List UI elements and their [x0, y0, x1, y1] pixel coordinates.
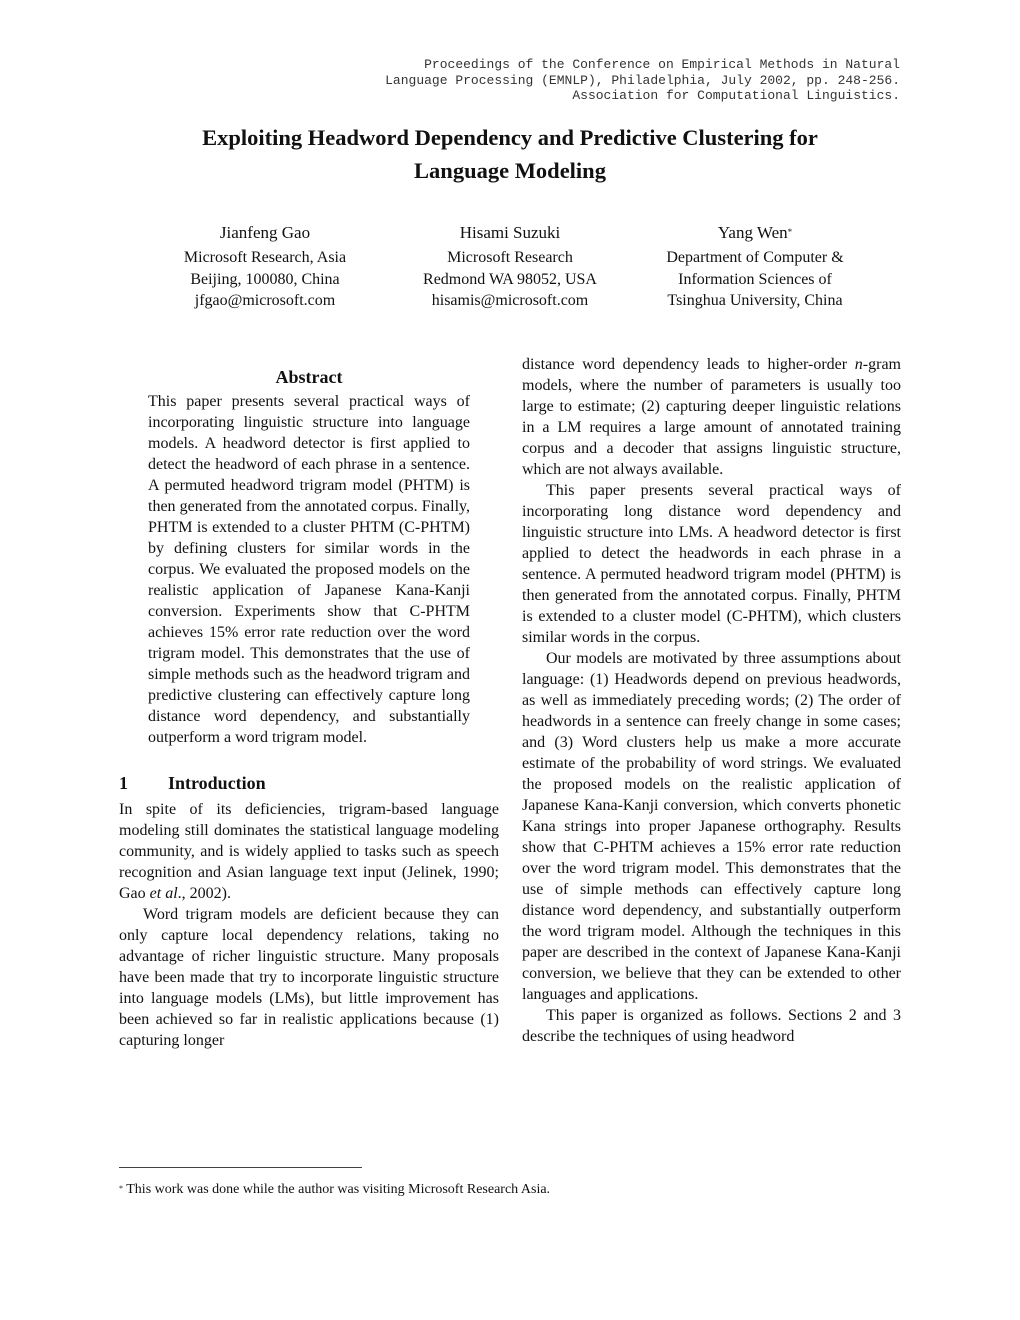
author-affiliation: Department of Computer & — [666, 249, 844, 266]
header-line: Language Processing (EMNLP), Philadelphia, July 2002, pp. 248-256. — [385, 72, 900, 88]
author-name: Yang Wen* — [717, 223, 793, 242]
proceedings-header — [200, 57, 900, 104]
section-number: 1 — [119, 773, 128, 793]
intro-paragraph-3: This paper presents several practical ways of incorporating long distance word dependency and linguistic structure into LMs. A headword detector is first applied to detect the headwords in each phrase in a sentence. A permuted headword trigram model (PHTM) is then generated from the annotated corpus. Finally, PHTM is extended to a cluster model (C-PHTM), which clusters similar words in the corpus. — [522, 481, 901, 646]
author-address: Redmond WA 98052, USA — [423, 270, 597, 288]
author-affiliation: Tsinghua University, China — [667, 292, 843, 309]
author-2 — [390, 220, 630, 312]
intro-paragraph-1: In spite of its deficiencies, trigram-based language modeling still dominates the statistical language modeling community, and is widely applied to tasks such as speech recognition and Asian language text input (Jelinek, 1990; Gao et al., 2002). — [119, 801, 499, 902]
title-line-1: Exploiting Headword Dependency and Predictive Clustering for — [202, 125, 818, 150]
title-line-2: Language Modeling — [414, 158, 606, 183]
intro-paragraph-2-continued: distance word dependency leads to higher-order n-gram models, where the number of parameters is usually too large to estimate; (2) capturing deeper linguistic relations in a LM requires a large amount of annotated training corpus and a decoder that assigns linguistic structure, which are not always available. — [522, 355, 901, 478]
author-1 — [145, 220, 385, 312]
author-block — [145, 220, 875, 312]
paper-title — [0, 121, 1020, 187]
left-column — [119, 365, 499, 1051]
footnote — [119, 1181, 550, 1199]
footnote-text: This work was done while the author was visiting Microsoft Research Asia. — [123, 1182, 551, 1197]
section-heading-introduction — [119, 771, 499, 795]
intro-paragraph-4: Our models are motivated by three assumptions about language: (1) Headwords depend on previous headwords, as well as immediately preceding words; (2) The order of headwords in a sentence can freely change in some cases; and (3) Word clusters help us make a more accurate estimate of the probability of word strings. We evaluated the proposed models on the realistic application of Japanese Kana-Kanji conversion, which converts phonetic Kana strings into proper Japanese orthography. Results show that C-PHTM achieves a 15% error rate reduction over the word trigram model. This demonstrates that the use of simple methods can effectively capture long distance word dependency, and substantially outperform the word trigram model. Although the techniques in this paper are described in the context of Japanese Kana-Kanji conversion, we believe that they can be extended to other languages and applications. — [522, 649, 901, 1003]
abstract-text: This paper presents several practical ways of incorporating linguistic structure into language models. A headword detector is first applied to detect the headword of each phrase in a sentence. A permuted headword trigram model (PHTM) is then generated from the annotated corpus. Finally, PHTM is extended to a cluster PHTM (C-PHTM) by defining clusters for similar words in the corpus. We evaluated the proposed models on the realistic application of Japanese Kana-Kanji conversion. Experiments show that C-PHTM achieves 15% error rate reduction over the word trigram model. This demonstrates that the use of simple methods such as the headword trigram and predictive clustering can effectively capture long distance word dependency, and substantially outperform a word trigram model. — [148, 393, 470, 746]
abstract-heading: Abstract — [275, 367, 343, 387]
author-affiliation: Microsoft Research, Asia — [183, 249, 347, 266]
header-line: Association for Computational Linguistics. — [572, 88, 900, 103]
author-email: jfgao@microsoft.com — [194, 292, 336, 309]
right-column — [522, 354, 901, 1047]
author-affiliation: Information Sciences of — [678, 270, 832, 288]
author-email: hisamis@microsoft.com — [431, 292, 589, 309]
header-line: Proceedings of the Conference on Empirical Methods in Natural — [424, 57, 900, 72]
footnote-mark: * — [787, 227, 793, 237]
author-name: Hisami Suzuki — [459, 223, 561, 242]
footnote-mark: * — [119, 1184, 123, 1193]
intro-paragraph-2: Word trigram models are deficient because they can only capture local dependency relations, taking no advantage of richer linguistic structure. Many proposals have been made that try to incorporate linguistic structure into language models (LMs), but little improvement has been achieved so far in realistic applications because (1) capturing longer — [119, 906, 499, 1049]
intro-paragraph-5: This paper is organized as follows. Sections 2 and 3 describe the techniques of using headword — [522, 1006, 901, 1045]
footnote-divider — [119, 1167, 362, 1168]
section-title: Introduction — [168, 773, 266, 793]
author-3 — [635, 220, 875, 312]
author-name: Jianfeng Gao — [219, 223, 311, 242]
author-affiliation: Microsoft Research — [447, 249, 573, 266]
author-address: Beijing, 100080, China — [190, 270, 340, 288]
